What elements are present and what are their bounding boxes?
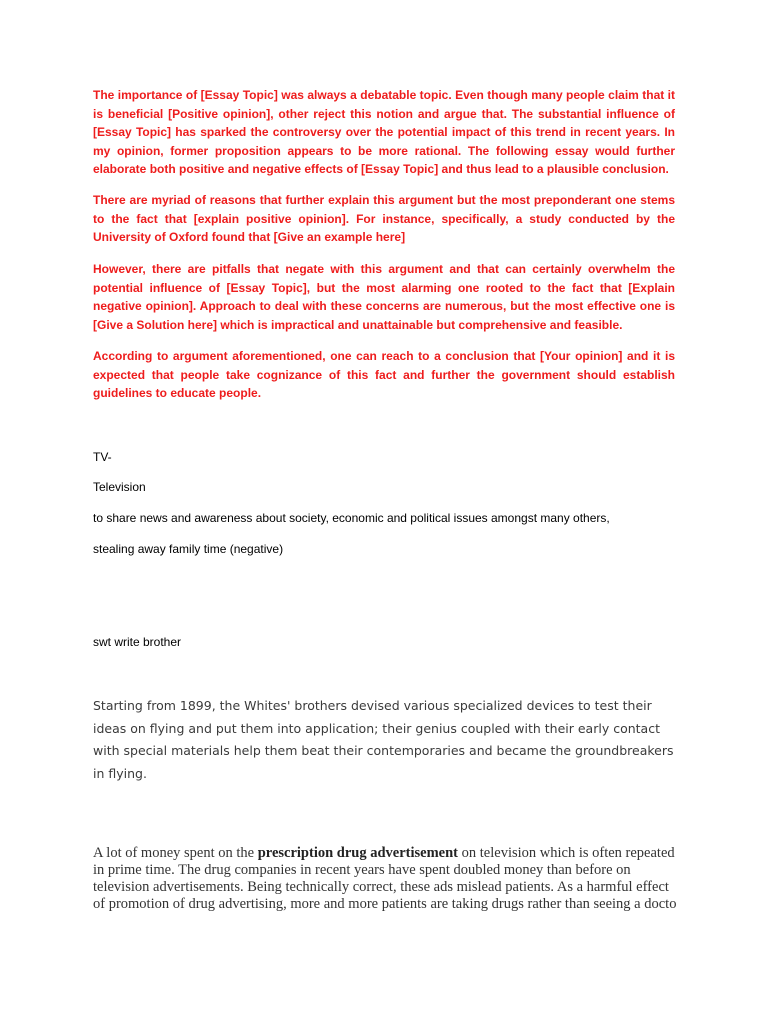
note-share-news: to share news and awareness about society, economic and political issues amongst many others,	[93, 511, 610, 525]
note-swt-write-brother: swt write brother	[93, 635, 182, 649]
template-paragraph-negative: However, there are pitfalls that negate with this argument and that can certainly overwhelm the potential influence of [Essay Topic], but the most alarming one rooted to the fact that [Explain negative opinion]. Approach to deal with these concerns are numerous, but the most effective one is [Give a Solution here] which is impractical and unattainable but comprehensive and feasible.	[93, 262, 675, 332]
note-television: Television	[93, 480, 146, 494]
note-stealing-time: stealing away family time (negative)	[93, 542, 284, 556]
drug-advertisement-paragraph	[93, 845, 683, 913]
drug-text-before: A lot of money spent on the	[93, 845, 258, 861]
drug-text-after: on television which is often repeated in prime time. The drug companies in recent years have spent doubled money than before on television advertisements. Being technically correct, these ads mislead patients. As a harmful effect of promotion of drug advertising, more and more patients are taking drugs rather than seeing a docto	[93, 845, 677, 912]
template-paragraph-positive: There are myriad of reasons that further explain this argument but the most preponderant one stems to the fact that [explain positive opinion]. For instance, specifically, a study conducted by the University of Oxford found that [Give an example here]	[93, 193, 675, 244]
wright-brothers-paragraph: Starting from 1899, the Whites' brothers devised various specialized devices to test their ideas on flying and put them into application; their genius coupled with their early contact with special materials help them beat their contemporaries and became the groundbreakers in flying.	[93, 698, 674, 781]
note-tv: TV-	[93, 450, 112, 464]
template-paragraph-intro: The importance of [Essay Topic] was always a debatable topic. Even though many people claim that it is beneficial [Positive opinion], other reject this notion and argue that. The substantial influence of [Essay Topic] has sparked the controversy over the potential impact of this trend in recent years. In my opinion, former proposition appears to be more rational. The following essay would further elaborate both positive and negative effects of [Essay Topic] and thus lead to a plausible conclusion.	[93, 88, 675, 176]
drug-text-bold: prescription drug advertisement	[257, 845, 459, 861]
template-paragraph-conclusion: According to argument aforementioned, one can reach to a conclusion that [Your opinion] and it is expected that people take cognizance of this fact and further the government should establish guidelines to educate people.	[93, 349, 675, 400]
